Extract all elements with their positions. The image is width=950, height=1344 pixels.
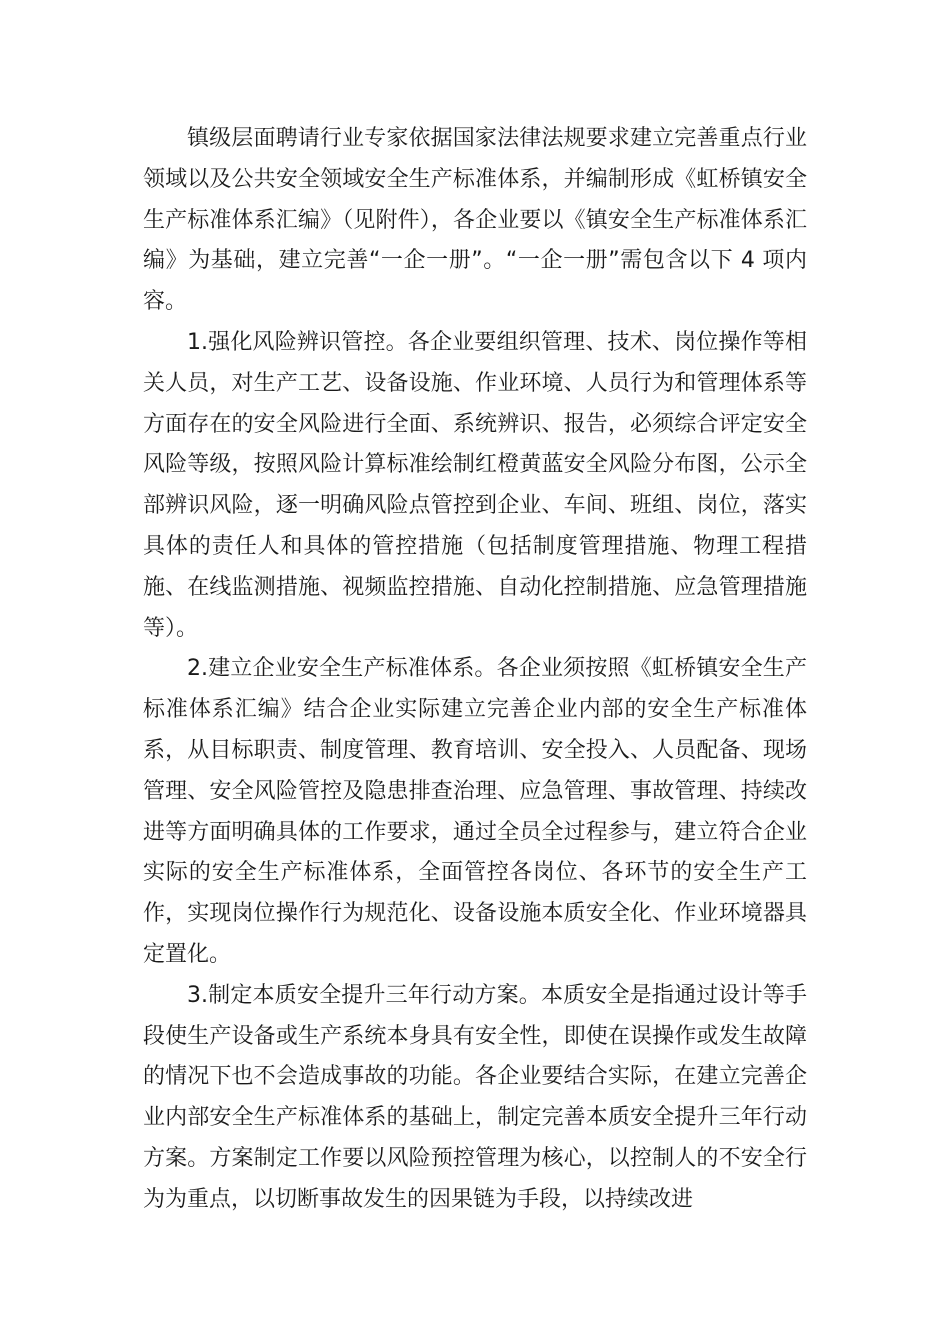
paragraph-intro: 镇级层面聘请行业专家依据国家法律法规要求建立完善重点行业领域以及公共安全领域安全生产标准体系，并编制形成《虹桥镇安全生产标准体系汇编》（见附件），各企业要以《镇安全生产标准体系汇编》为基础，建立完善“一企一册”。“一企一册”需包含以下 4 项内容。 <box>143 126 807 315</box>
document-body <box>143 119 807 1221</box>
paragraph-item-2: 2.建立企业安全生产标准体系。各企业须按照《虹桥镇安全生产标准体系汇编》结合企业实际建立完善企业内部的安全生产标准体系，从目标职责、制度管理、教育培训、安全投入、人员配备、现场管理、安全风险管控及隐患排查治理、应急管理、事故管理、持续改进等方面明确具体的工作要求，通过全员全过程参与，建立符合企业实际的安全生产标准体系，全面管控各岗位、各环节的安全生产工作，实现岗位操作行为规范化、设备设施本质安全化、作业环境器具定置化。 <box>143 656 807 967</box>
paragraph-item-3: 3.制定本质安全提升三年行动方案。本质安全是指通过设计等手段使生产设备或生产系统本身具有安全性，即使在误操作或发生故障的情况下也不会造成事故的功能。各企业要结合实际，在建立完善企业内部安全生产标准体系的基础上，制定完善本质安全提升三年行动方案。方案制定工作要以风险预控管理为核心，以控制人的不安全行为为重点，以切断事故发生的因果链为手段，以持续改进 <box>143 982 807 1212</box>
paragraph-item-1: 1.强化风险辨识管控。各企业要组织管理、技术、岗位操作等相关人员，对生产工艺、设备设施、作业环境、人员行为和管理体系等方面存在的安全风险进行全面、系统辨识、报告，必须综合评定安全风险等级，按照风险计算标准绘制红橙黄蓝安全风险分布图，公示全部辨识风险，逐一明确风险点管控到企业、车间、班组、岗位，落实具体的责任人和具体的管控措施（包括制度管理措施、物理工程措施、在线监测措施、视频监控措施、自动化控制措施、应急管理措施等）。 <box>143 329 807 641</box>
